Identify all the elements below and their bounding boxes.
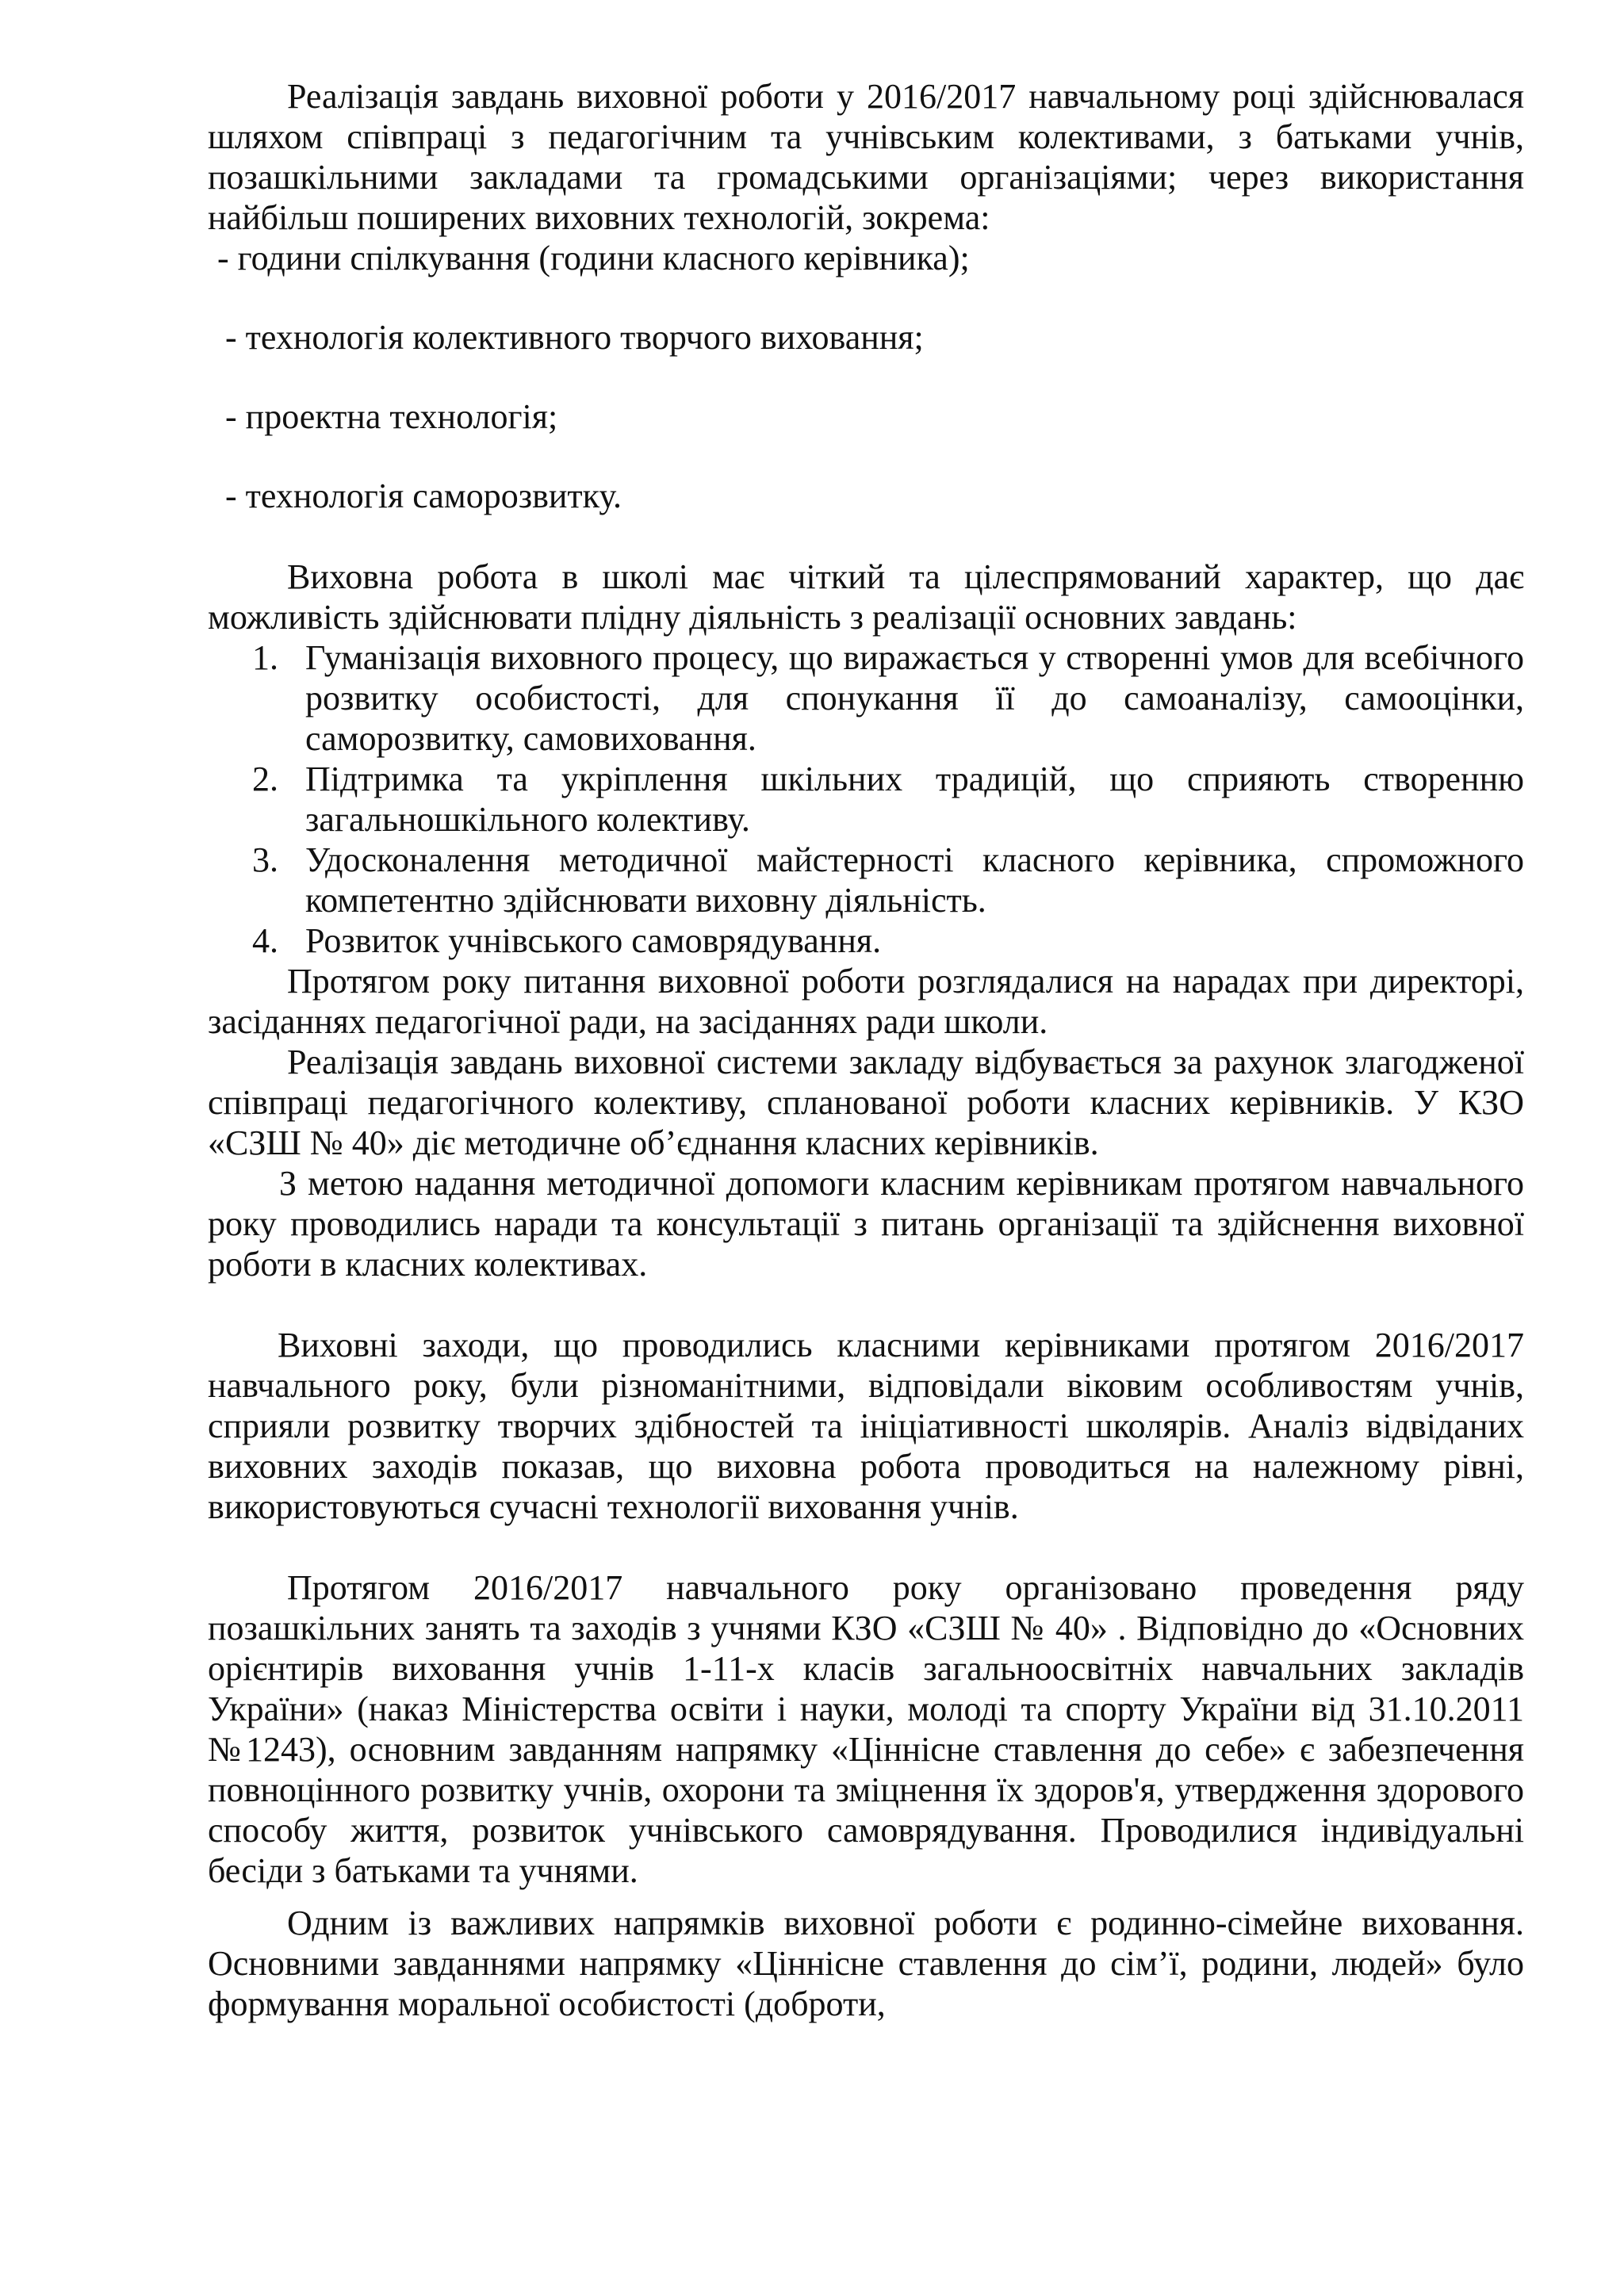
paragraph-main-tasks: Виховна робота в школі має чіткий та цілеспрямований характер, що дає можливість здійснювати плідну діяльність з реалізації основних завдань:: [208, 557, 1524, 637]
task-item: [208, 920, 1524, 961]
task-item: [208, 637, 1524, 759]
task-text: Підтримка та укріплення шкільних традицій, що сприяють створенню загальношкільного колективу.: [305, 760, 1524, 839]
task-text: Удосконалення методичної майстерності класного керівника, спроможного компетентно здійснювати виховну діяльність.: [305, 840, 1524, 920]
paragraph-system: Реалізація завдань виховної системи закладу відбувається за рахунок злагодженої співпраці педагогічного колективу, спланованої роботи класних керівників. У КЗО «СЗШ № 40» діє методичне об’єднання класних керівників.: [208, 1043, 1524, 1162]
task-number: 3.: [252, 840, 278, 879]
task-list: [208, 637, 1524, 961]
bullet-item: - технологія саморозвитку.: [225, 476, 622, 515]
paragraph-meetings: Протягом року питання виховної роботи розглядалися на нарадах при директорі, засіданнях педагогічної ради, на засіданнях ради школи.: [208, 962, 1524, 1041]
task-number: 1.: [252, 638, 278, 677]
task-item: [208, 759, 1524, 840]
task-item: [208, 840, 1524, 920]
task-text: Гуманізація виховного процесу, що виражається у створенні умов для всебічного розвитку особистості, для спонукання її до самоаналізу, самооцінки, саморозвитку, самовиховання.: [305, 638, 1524, 758]
paragraph-events: Виховні заходи, що проводились класними керівниками протягом 2016/2017 навчального року, були різноманітними, відповідали віковим особливостям учнів, сприяли розвитку творчих здібностей та ініціативності школярів. Аналіз відвіданих виховних заходів показав, що виховна робота проводиться на належному рівні, використовуються сучасні технології виховання учнів.: [208, 1326, 1524, 1526]
task-number: 4.: [252, 921, 278, 960]
task-number: 2.: [252, 760, 278, 798]
task-text: Розвиток учнівського самоврядування.: [305, 921, 882, 960]
paragraph-intro: Реалізація завдань виховної роботи у 2016/2017 навчальному році здійснювалася шляхом співпраці з педагогічним та учнівським колективами, з батьками учнів, позашкільними закладами та громадськими організаціями; через використання найбільш поширених виховних технологій, зокрема:: [208, 77, 1524, 237]
bullet-item: - технологія колективного творчого виховання;: [225, 318, 924, 357]
paragraph-family-education: Одним із важливих напрямків виховної роботи є родинно-сімейне виховання. Основними завданнями напрямку «Ціннісне ставлення до сім’ї, родини, людей» було формування моральної особистості (доброти,: [208, 1904, 1524, 2023]
paragraph-extracurricular: Протягом 2016/2017 навчального року організовано проведення ряду позашкільних занять та заходів з учнями КЗО «СЗШ № 40» . Відповідно до «Основних орієнтирів виховання учнів 1-11-х класів загальноосвітніх навчальних закладів України» (наказ Міністерства освіти і науки, молоді та спорту України від 31.10.2011 №1243), основним завданням напрямку «Ціннісне ставлення до себе» є забезпечення повноцінного розвитку учнів, охорони та зміцнення їх здоров'я, утвердження здорового способу життя, розвиток учнівського самоврядування. Проводилися індивідуальні бесіди з батьками та учнями.: [208, 1568, 1524, 1890]
paragraph-methodical-help: З метою надання методичної допомоги класним керівникам протягом навчального року проводились наради та консультації з питань організації та здійснення виховної роботи в класних колективах.: [208, 1164, 1524, 1284]
bullet-item: - години спілкування (години класного керівника);: [217, 239, 970, 277]
bullet-item: - проектна технологія;: [225, 397, 558, 436]
